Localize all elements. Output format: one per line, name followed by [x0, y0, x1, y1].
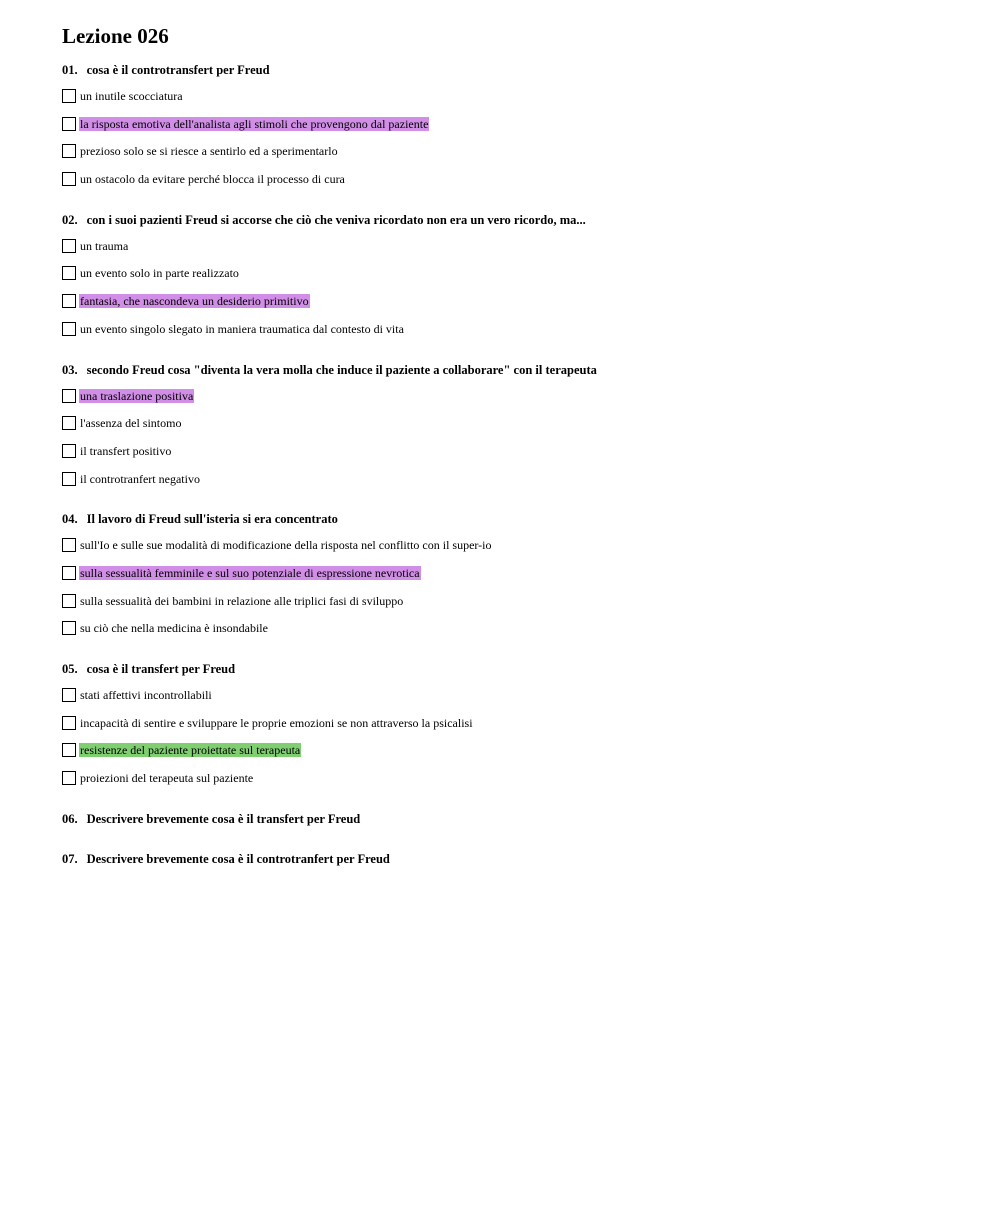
- answer-checkbox[interactable]: [62, 144, 76, 158]
- question-number: 07.: [62, 851, 78, 866]
- highlighted-answer-text: resistenze del paziente proiettate sul terapeuta: [80, 743, 301, 758]
- answer-text: proiezioni del terapeuta sul paziente: [80, 771, 254, 786]
- answer-text: incapacità di sentire e sviluppare le proprie emozioni se non attraverso la psicalisi: [80, 715, 473, 730]
- answer-text: su ciò che nella medicina è insondabile: [80, 621, 268, 636]
- answer-option[interactable]: [62, 387, 1000, 405]
- answer-text: il controtranfert negativo: [80, 471, 200, 486]
- answer-option[interactable]: [62, 686, 1000, 704]
- answer-text: l'assenza del sintomo: [80, 416, 182, 431]
- answer-option[interactable]: [62, 115, 1000, 133]
- question-heading: [62, 212, 1000, 228]
- question-heading: [62, 661, 1000, 677]
- question-list: [62, 62, 1000, 867]
- question-number: 02.: [62, 212, 78, 227]
- answer-option[interactable]: [62, 442, 1000, 460]
- question-4: [62, 511, 1000, 661]
- answer-option[interactable]: [62, 292, 1000, 310]
- question-text: Descrivere brevemente cosa è il transfert per Freud: [86, 811, 361, 826]
- highlighted-answer-text: sulla sessualità femminile e sul suo potenziale di espressione nevrotica: [80, 565, 420, 580]
- answer-checkbox[interactable]: [62, 416, 76, 430]
- spacer: [62, 348, 1000, 362]
- question-number: 04.: [62, 512, 78, 527]
- answer-option[interactable]: [62, 769, 1000, 787]
- question-number: 01.: [62, 63, 78, 77]
- answer-text: il transfert positivo: [80, 443, 172, 458]
- answer-text: un inutile scocciatura: [80, 89, 183, 103]
- answer-checkbox[interactable]: [62, 266, 76, 280]
- question-number: 03.: [62, 362, 78, 377]
- answer-text: sulla sessualità dei bambini in relazione alle triplici fasi di sviluppo: [80, 593, 404, 608]
- question-text: Descrivere brevemente cosa è il controtranfert per Freud: [86, 851, 390, 866]
- question-text: cosa è il transfert per Freud: [86, 662, 236, 676]
- highlighted-answer-text: una traslazione positiva: [80, 388, 194, 403]
- answer-option[interactable]: [62, 741, 1000, 759]
- answer-option[interactable]: [62, 237, 1000, 255]
- question-heading: [62, 62, 1000, 78]
- answer-checkbox[interactable]: [62, 716, 76, 730]
- answer-list: [62, 237, 1000, 338]
- spacer: [62, 198, 1000, 212]
- answer-option[interactable]: [62, 564, 1000, 582]
- answer-checkbox[interactable]: [62, 444, 76, 458]
- answer-option[interactable]: [62, 619, 1000, 637]
- question-heading: [62, 511, 1000, 527]
- question-heading: [62, 851, 1000, 867]
- answer-checkbox[interactable]: [62, 239, 76, 253]
- question-text: Il lavoro di Freud sull'isteria si era concentrato: [86, 512, 338, 527]
- question-5: [62, 661, 1000, 811]
- answer-checkbox[interactable]: [62, 688, 76, 702]
- question-heading: [62, 362, 1000, 378]
- answer-text: sull'Io e sulle sue modalità di modificazione della risposta nel conflitto con il super-io: [80, 538, 492, 553]
- question-text: cosa è il controtransfert per Freud: [86, 63, 270, 77]
- answer-option[interactable]: [62, 320, 1000, 338]
- highlighted-answer-text: fantasia, che nascondeva un desiderio primitivo: [80, 294, 309, 309]
- answer-text: un evento solo in parte realizzato: [80, 266, 239, 281]
- answer-option[interactable]: [62, 142, 1000, 160]
- answer-option[interactable]: [62, 87, 1000, 105]
- answer-option[interactable]: [62, 592, 1000, 610]
- answer-checkbox[interactable]: [62, 472, 76, 486]
- answer-list: [62, 686, 1000, 787]
- answer-checkbox[interactable]: [62, 538, 76, 552]
- answer-checkbox[interactable]: [62, 594, 76, 608]
- spacer: [62, 797, 1000, 811]
- answer-checkbox[interactable]: [62, 389, 76, 403]
- answer-text: un evento singolo slegato in maniera traumatica dal contesto di vita: [80, 321, 404, 336]
- answer-list: [62, 536, 1000, 637]
- answer-checkbox[interactable]: [62, 294, 76, 308]
- answer-text: prezioso solo se si riesce a sentirlo ed a sperimentarlo: [80, 144, 338, 159]
- answer-checkbox[interactable]: [62, 172, 76, 186]
- answer-text: un ostacolo da evitare perché blocca il processo di cura: [80, 172, 345, 187]
- answer-checkbox[interactable]: [62, 89, 76, 103]
- spacer: [62, 497, 1000, 511]
- question-number: 06.: [62, 811, 78, 826]
- answer-option[interactable]: [62, 714, 1000, 732]
- question-text: secondo Freud cosa "diventa la vera molla che induce il paziente a collaborare" con il terapeuta: [86, 362, 597, 377]
- answer-checkbox[interactable]: [62, 117, 76, 131]
- answer-option[interactable]: [62, 470, 1000, 488]
- answer-option[interactable]: [62, 536, 1000, 554]
- page-title: Lezione 026: [62, 24, 169, 48]
- answer-checkbox[interactable]: [62, 621, 76, 635]
- answer-checkbox[interactable]: [62, 566, 76, 580]
- answer-checkbox[interactable]: [62, 743, 76, 757]
- answer-checkbox[interactable]: [62, 771, 76, 785]
- question-heading: [62, 811, 1000, 827]
- answer-list: [62, 387, 1000, 488]
- question-number: 05.: [62, 662, 78, 676]
- answer-option[interactable]: [62, 264, 1000, 282]
- answer-option[interactable]: [62, 414, 1000, 432]
- question-6: [62, 811, 1000, 827]
- highlighted-answer-text: la risposta emotiva dell'analista agli stimoli che provengono dal paziente: [80, 116, 429, 131]
- answer-text: un trauma: [80, 238, 129, 253]
- question-7: [62, 851, 1000, 867]
- answer-option[interactable]: [62, 170, 1000, 188]
- answer-checkbox[interactable]: [62, 322, 76, 336]
- answer-text: stati affettivi incontrollabili: [80, 688, 212, 702]
- question-text: con i suoi pazienti Freud si accorse che ciò che veniva ricordato non era un vero ricordo, ma...: [86, 212, 586, 227]
- answer-list: [62, 87, 1000, 188]
- question-1: [62, 62, 1000, 212]
- question-2: [62, 212, 1000, 362]
- question-3: [62, 362, 1000, 512]
- spacer: [62, 647, 1000, 661]
